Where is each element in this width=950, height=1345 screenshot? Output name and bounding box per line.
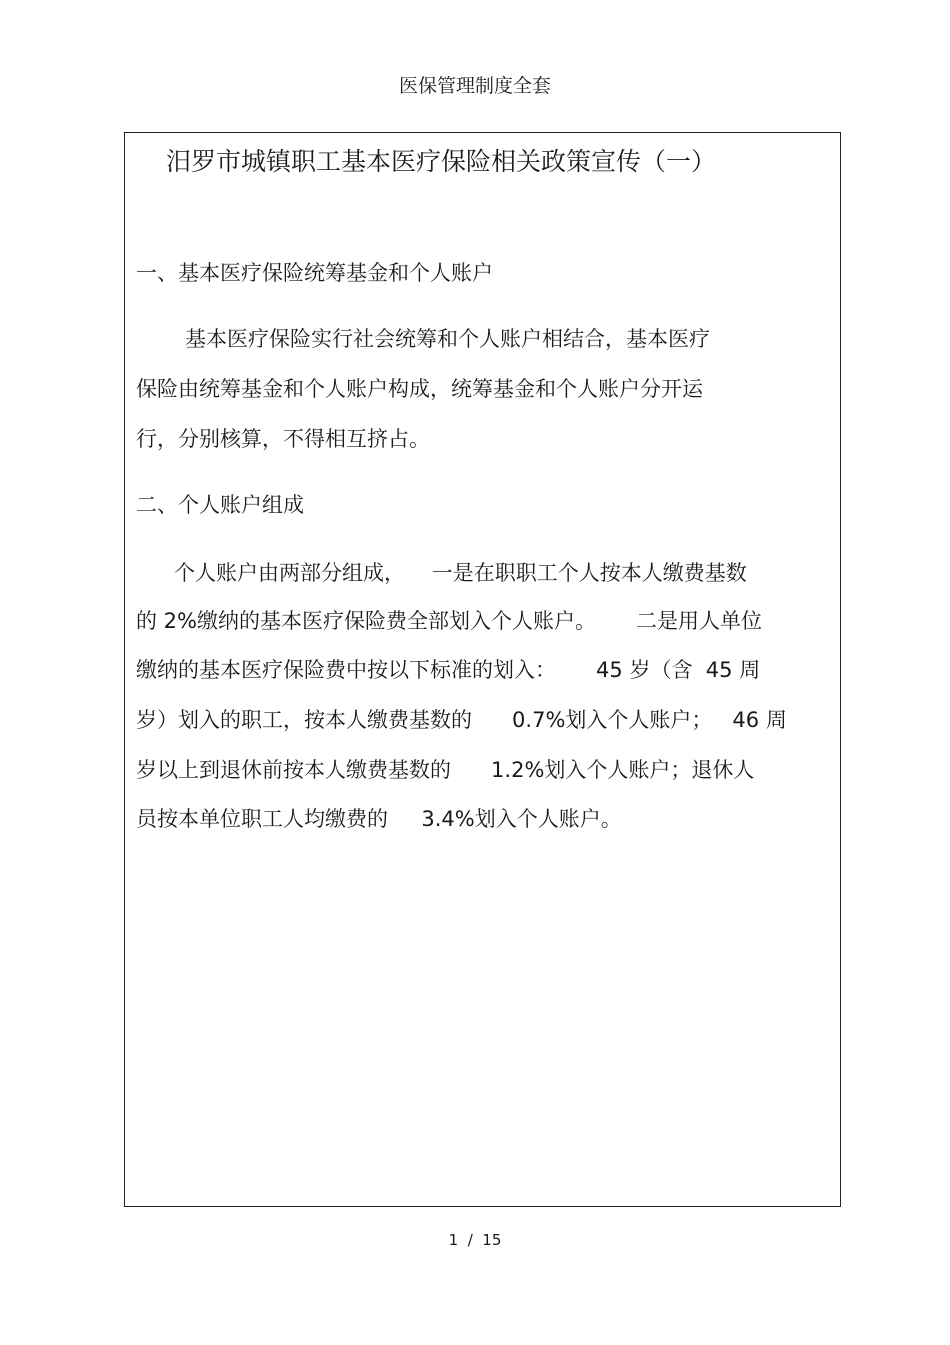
section-2-heading: 二、个人账户组成 bbox=[136, 493, 304, 517]
section-1-heading: 一、基本医疗保险统筹基金和个人账户 bbox=[136, 261, 493, 285]
section-1-line-3: 行，分别核算，不得相互挤占。 bbox=[136, 427, 430, 451]
section-2-line-1: 个人账户由两部分组成， 一是在职职工个人按本人缴费基数 bbox=[174, 561, 747, 585]
section-2-line-3: 缴纳的基本医疗保险费中按以下标准的划入： 45 岁（含 45 周 bbox=[136, 658, 761, 682]
section-2-line-2: 的 2%缴纳的基本医疗保险费全部划入个人账户。 二是用人单位 bbox=[136, 609, 763, 633]
running-header: 医保管理制度全套 bbox=[398, 75, 551, 97]
section-2-line-5: 岁以上到退休前按本人缴费基数的 1.2%划入个人账户；退休人 bbox=[136, 758, 755, 782]
document-title: 汨罗市城镇职工基本医疗保险相关政策宣传（一） bbox=[166, 147, 717, 176]
section-1-line-1: 基本医疗保险实行社会统筹和个人账户相结合，基本医疗 bbox=[185, 327, 710, 351]
section-1-line-2: 保险由统筹基金和个人账户构成，统筹基金和个人账户分开运 bbox=[136, 377, 703, 401]
section-2-line-6: 员按本单位职工人均缴费的 3.4%划入个人账户。 bbox=[136, 807, 622, 831]
page-number: 1 / 15 bbox=[448, 1231, 502, 1249]
section-2-line-4: 岁）划入的职工，按本人缴费基数的 0.7%划入个人账户； 46 周 bbox=[136, 708, 787, 732]
